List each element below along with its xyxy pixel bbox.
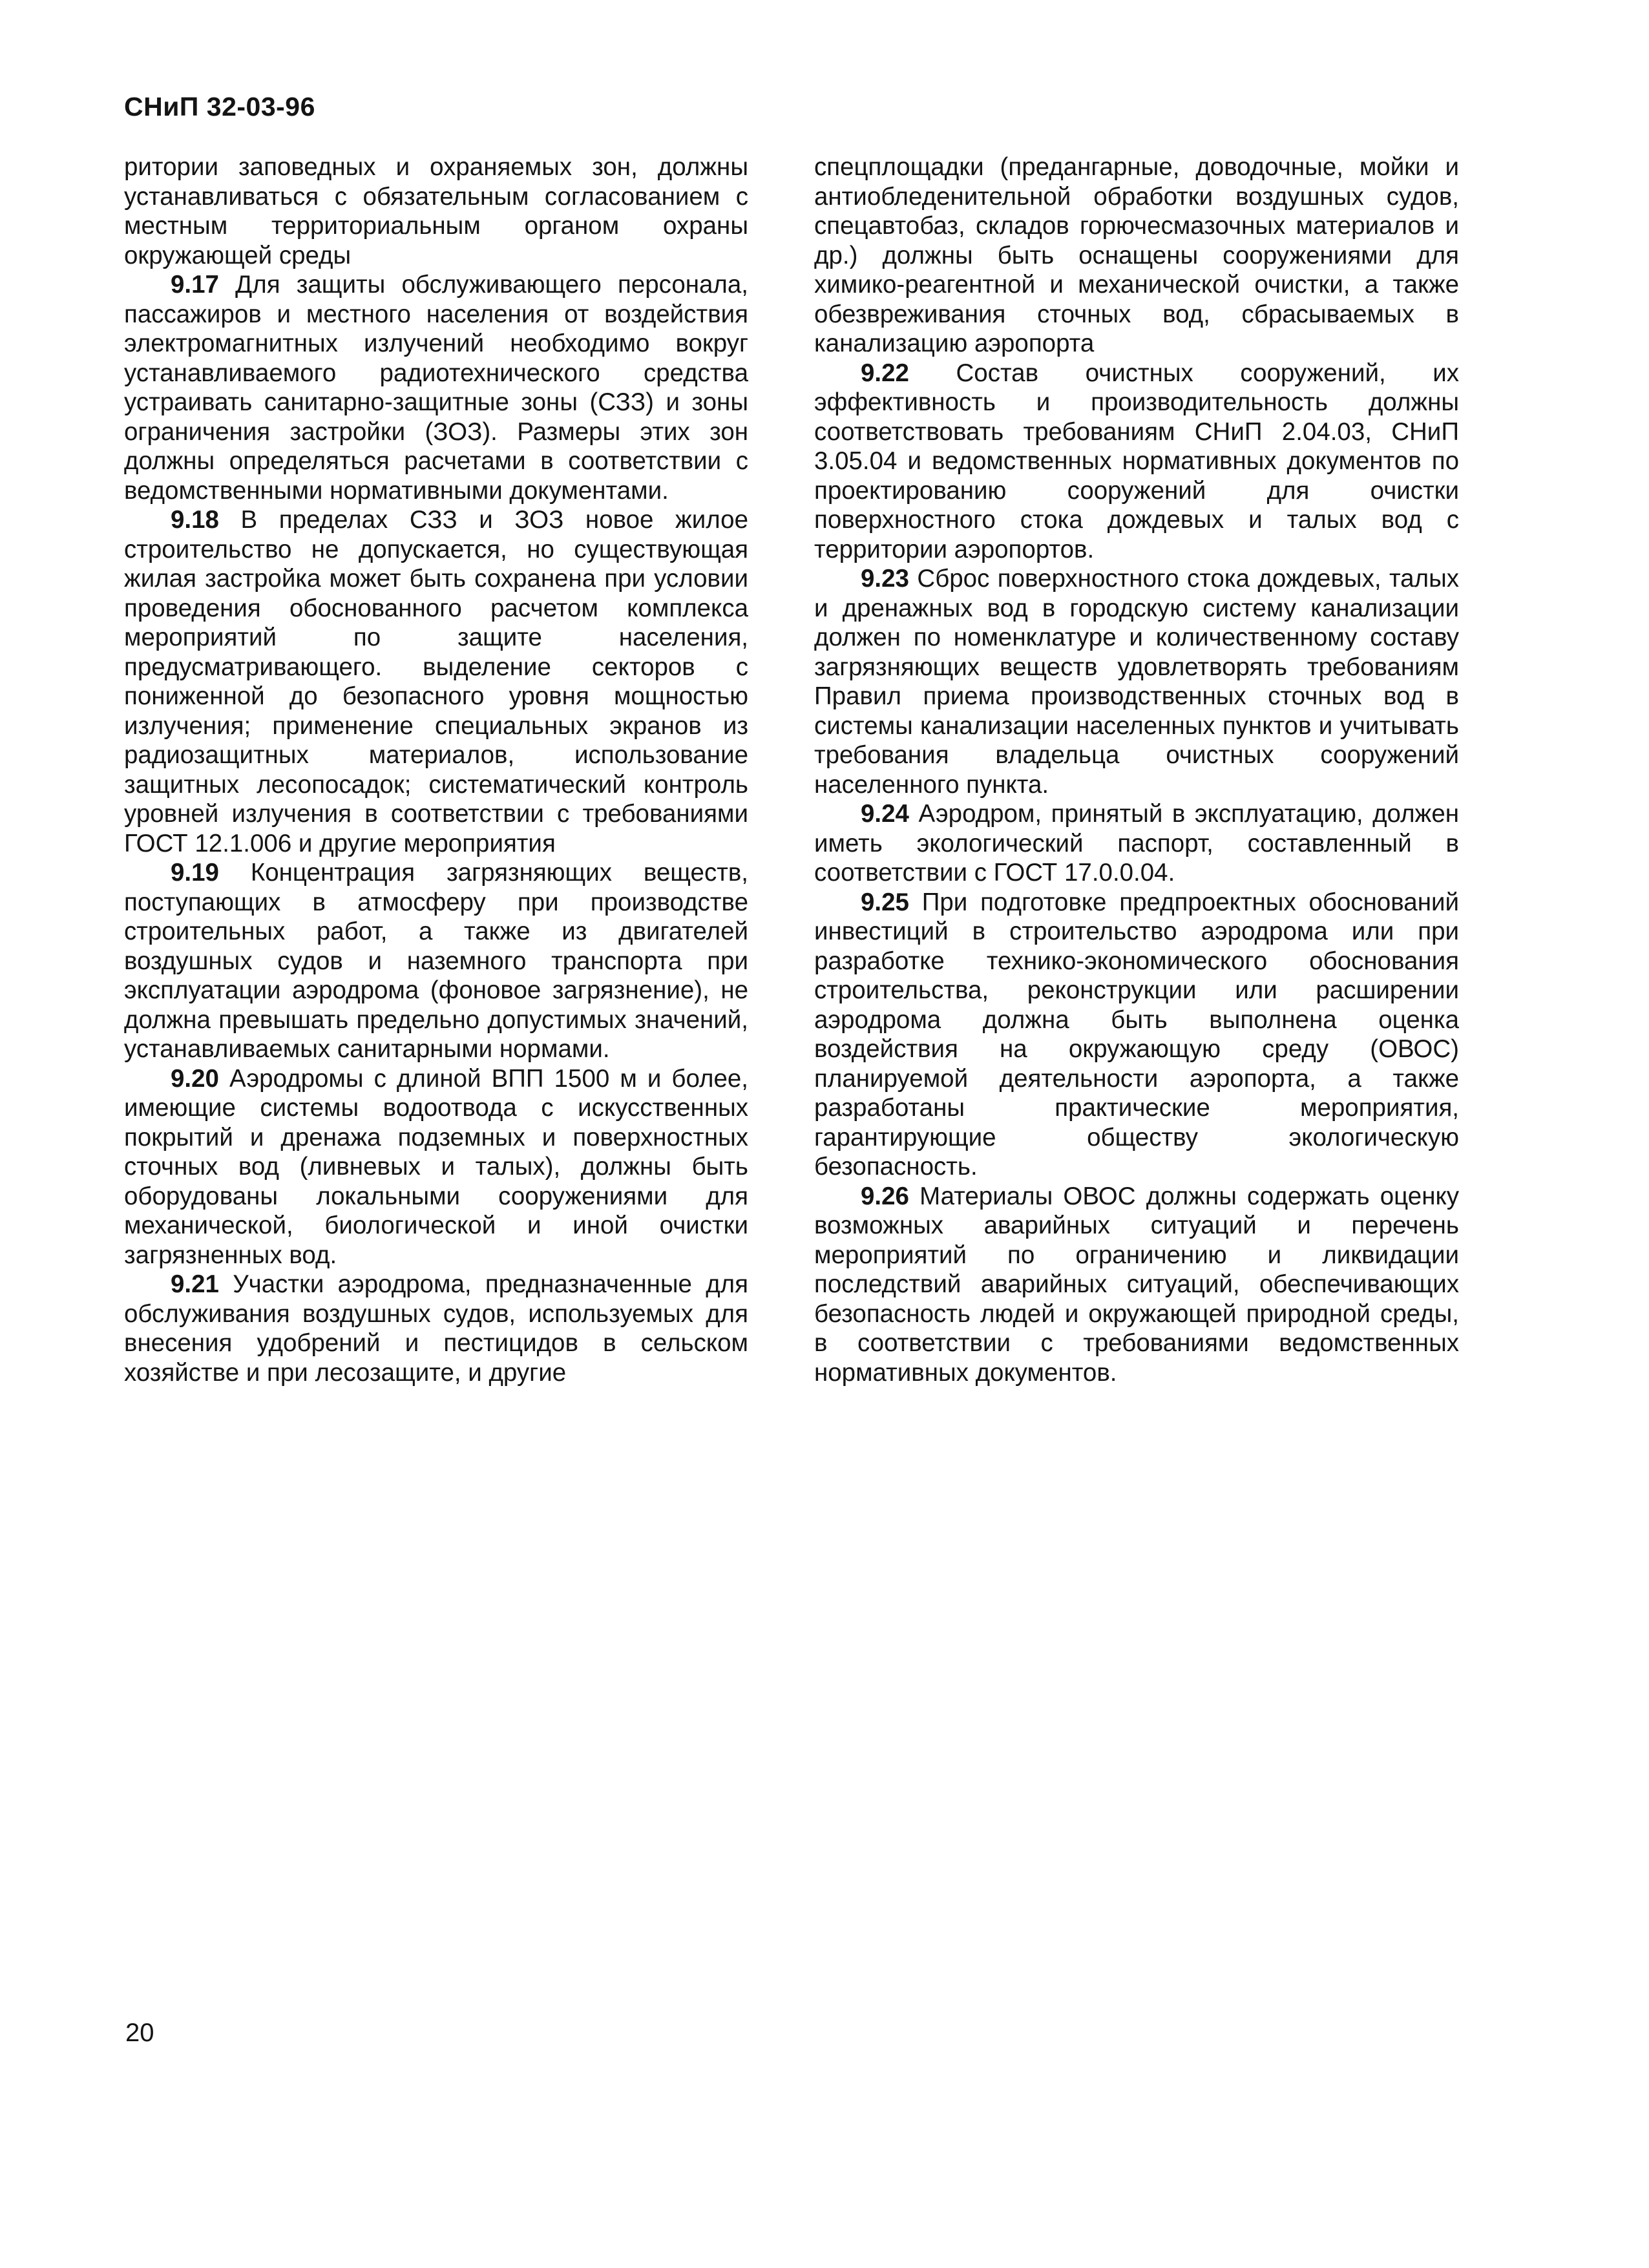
paragraph-9-22 <box>814 359 1459 565</box>
paragraph-9-25 <box>814 888 1459 1182</box>
paragraph-9-20 <box>124 1064 748 1270</box>
paragraph-9-23 <box>814 564 1459 799</box>
paragraph-text: Участки аэродрома, предназначенные для обслуживания воздушных судов, используемых для внесения удобрений и пестицидов в сельском хозяйстве и при лесозащите, и другие <box>124 1270 748 1387</box>
section-number: 9.18 <box>171 506 219 534</box>
document-code-header: СНиП 32-03-96 <box>124 92 315 121</box>
section-number: 9.19 <box>171 859 219 887</box>
paragraph-text: Материалы ОВОС должны содержать оценку возможных аварийных ситуаций и перечень мероприятий по ограничению и ликвидации последствий аварийных ситуаций, обеспечивающих безопасность людей и окружающей природной среды, в соответствии с требованиями ведомственных нормативных документов. <box>814 1182 1459 1387</box>
paragraph-9-26 <box>814 1182 1459 1388</box>
section-number: 9.26 <box>861 1182 909 1210</box>
paragraph-9-24 <box>814 799 1459 888</box>
paragraph-text: Состав очистных сооружений, их эффективность и производительность должны соответствовать требованиям СНиП 2.04.03, СНиП 3.05.04 и ведомственных нормативных документов по проектированию сооружений для очистки поверхностного стока дождевых и талых вод с территории аэропортов. <box>814 359 1459 563</box>
paragraph-text: Аэродром, принятый в эксплуатацию, должен иметь экологический паспорт, составленный в соответствии с ГОСТ 17.0.0.04. <box>814 800 1459 887</box>
section-number: 9.25 <box>861 888 909 916</box>
paragraph-text: Концентрация загрязняющих веществ, поступающих в атмосферу при производстве строительных работ, а также из двигателей воздушных судов и наземного транспорта при эксплуатации аэродрома (фоновое загрязнение), не должна превышать предельно допустимых значений, устанавливаемых санитарными нормами. <box>124 859 748 1063</box>
section-number: 9.21 <box>171 1270 219 1298</box>
right-text-column <box>814 152 1459 1387</box>
paragraph-9-21 <box>124 1270 748 1387</box>
page-number: 20 <box>125 2019 154 2047</box>
section-number: 9.24 <box>861 800 909 828</box>
paragraph-continuation <box>124 152 748 270</box>
paragraph-9-17 <box>124 270 748 505</box>
paragraph-text: Для защиты обслуживающего персонала, пассажиров и местного населения от воздействия электромагнитных излучений необходимо вокруг устанавливаемого радиотехнического средства устраивать санитарно-защитные зоны (СЗЗ) и зоны ограничения застройки (ЗОЗ). Размеры этих зон должны определяться расчетами в соответствии с ведомственными нормативными документами. <box>124 271 748 505</box>
paragraph-text: В пределах СЗЗ и ЗОЗ новое жилое строительство не допускается, но существующая жилая застройка может быть сохранена при условии проведения обоснованного расчетом комплекса мероприятий по защите населения, предусматривающего. выделение секторов с пониженной до безопасного уровня мощностью излучения; применение специальных экранов из радиозащитных материалов, использование защитных лесопосадок; систематический контроль уровней излучения в соответствии с требованиями ГОСТ 12.1.006 и другие мероприятия <box>124 506 748 857</box>
section-number: 9.22 <box>861 359 909 387</box>
paragraph-9-18 <box>124 505 748 858</box>
paragraph-text: спецплощадки (предангарные, доводочные, мойки и антиобледенительной обработки воздушных судов, спецавтобаз, складов горючесмазочных материалов и др.) должны быть оснащены сооружениями для химико-реагентной и механической очистки, а также обезвреживания сточных вод, сбрасываемых в канализацию аэропорта <box>814 153 1459 357</box>
paragraph-text: Сброс поверхностного стока дождевых, талых и дренажных вод в городскую систему канализации должен по номенклатуре и количественному составу загрязняющих веществ удовлетворять требованиям Правил приема производственных сточных вод в системы канализации населенных пунктов и учитывать требования владельца очистных сооружений населенного пункта. <box>814 565 1459 799</box>
paragraph-text: ритории заповедных и охраняемых зон, должны устанавливаться с обязательным согласованием с местным территориальным органом охраны окружающей среды <box>124 153 748 269</box>
section-number: 9.23 <box>861 565 909 593</box>
paragraph-text: При подготовке предпроектных обоснований инвестиций в строительство аэродрома или при разработке технико-экономического обоснования строительства, реконструкции или расширении аэродрома должна быть выполнена оценка воздействия на окружающую среду (ОВОС) планируемой деятельности аэропорта, а также разработаны практические мероприятия, гарантирующие обществу экологическую безопасность. <box>814 888 1459 1181</box>
paragraph-text: Аэродромы с длиной ВПП 1500 м и более, имеющие системы водоотвода с искусственных покрытий и дренажа подземных и поверхностных сточных вод (ливневых и талых), должны быть оборудованы локальными сооружениями для механической, биологической и иной очистки загрязненных вод. <box>124 1064 748 1269</box>
paragraph-9-19 <box>124 858 748 1064</box>
section-number: 9.17 <box>171 271 219 299</box>
section-number: 9.20 <box>171 1064 219 1093</box>
paragraph-continuation <box>814 152 1459 359</box>
left-text-column <box>124 152 748 1387</box>
